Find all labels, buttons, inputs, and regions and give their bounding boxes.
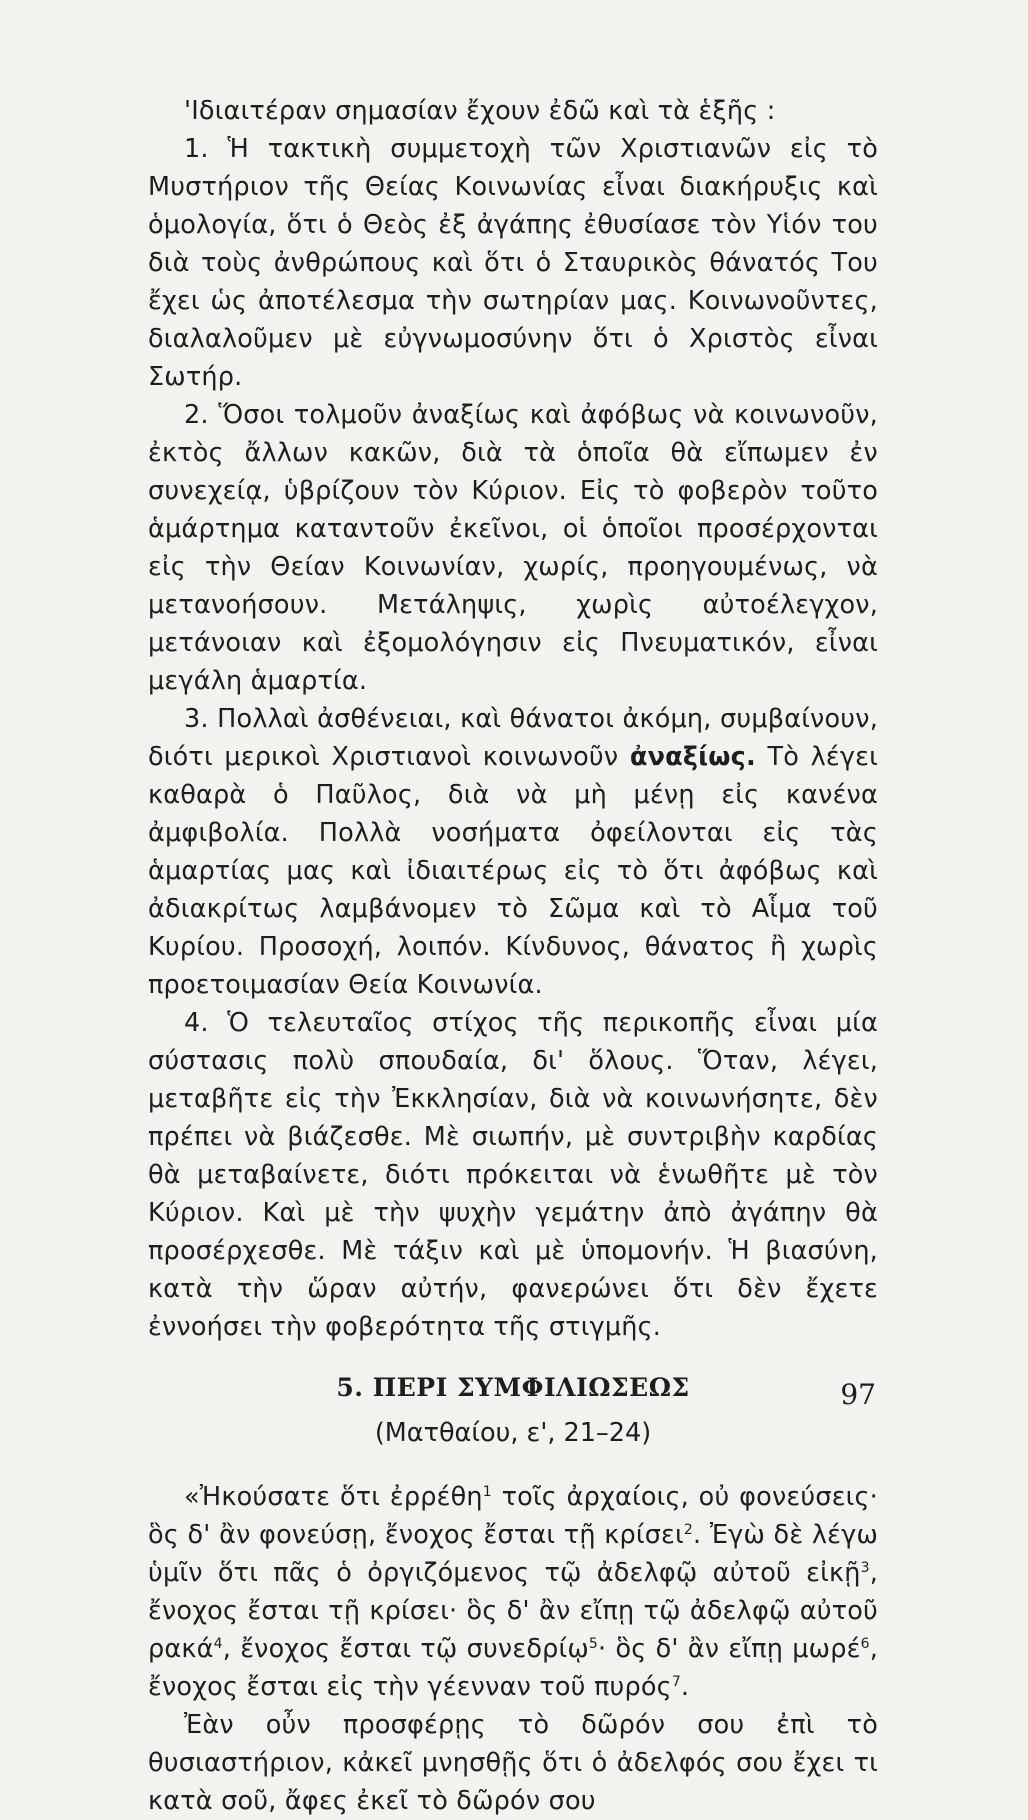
section-title: 5. ΠΕΡΙ ΣΥΜΦΙΛΙΩΣΕΩΣ <box>336 1373 690 1402</box>
point-1-paragraph: 1. Ἡ τακτικὴ συμμετοχὴ τῶν Χριστιανῶν εἰς τὸ Μυστήριον τῆς Θείας Κοινωνίας εἶναι διακήρυξις καὶ ὁμολογία, ὅτι ὁ Θεὸς ἐξ ἀγάπης ἐθυσίασε τὸν Υἱόν του διὰ τοὺς ἀνθρώπους καὶ ὅτι ὁ Σταυρικὸς θάνατός Του ἔχει ὡς ἀποτέλεσμα τὴν σωτηρίαν μας. Κοινωνοῦντες, διαλαλοῦμεν μὲ εὐγνωμοσύνην ὅτι ὁ Χριστὸς εἶναι Σωτήρ. <box>148 134 878 392</box>
point-3-paragraph: 3. Πολλαὶ ἀσθένειαι, καὶ θάνατοι ἀκόμη, συμβαίνουν, διότι μερικοὶ Χριστιανοὶ κοινωνοῦν ἀναξίως. Τὸ λέγει καθαρὰ ὁ Παῦλος, διὰ νὰ μὴ μένῃ εἰς κανένα ἀμφιβολία. Πολλὰ νοσήματα ὀφείλονται εἰς τὰς ἁμαρτίας μας καὶ ἰδιαιτέρως εἰς τὸ ὅτι ἀφόβως καὶ ἀδιακρίτως λαμβάνομεν τὸ Σῶμα καὶ τὸ Αἷμα τοῦ Κυρίου. Προσοχή, λοιπόν. Κίνδυνος, θάνατος ἢ χωρὶς προετοιμασίαν Θεία Κοινωνία. <box>148 704 878 1000</box>
footnote-marker: 1 <box>482 1484 492 1500</box>
footnote-marker: 7 <box>671 1674 681 1690</box>
point-2-paragraph: 2. Ὅσοι τολμοῦν ἀναξίως καὶ ἀφόβως νὰ κοινωνοῦν, ἐκτὸς ἄλλων κακῶν, διὰ τὰ ὁποῖα θὰ εἴπωμεν ἐν συνεχείᾳ, ὑβρίζουν τὸν Κύριον. Εἰς τὸ φοβερὸν τοῦτο ἁμάρτημα καταντοῦν ἐκεῖνοι, οἱ ὁποῖοι προσέρχονται εἰς τὴν Θείαν Κοινωνίαν, χωρίς, προηγουμένως, νὰ μετανοήσουν. Μετάληψις, χωρὶς αὐτοέλεγχον, μετάνοιαν καὶ ἐξομολόγησιν εἰς Πνευματικόν, εἶναι μεγάλη ἁμαρτία. <box>148 400 878 696</box>
page-number: 97 <box>840 1378 876 1411</box>
footnote-marker: 6 <box>860 1636 870 1652</box>
quote-continuation: Ἐὰν οὖν προσφέρῃς τὸ δῶρόν σου ἐπὶ τὸ θυσιαστήριον, κἀκεῖ μνησθῇς ὅτι ὁ ἀδελφός σου ἔχει τι κατὰ σοῦ, ἄφες ἐκεῖ τὸ δῶρόν σου <box>148 1710 878 1816</box>
footnote-marker: 3 <box>860 1560 870 1576</box>
quote-paragraph: «Ἠκούσατε ὅτι ἐρρέθη$^1$ τοῖς ἀρχαίοις, οὐ φονεύσεις· ὃς δ' ἂν φονεύσῃ, ἔνοχος ἔσται τῇ κρίσει$^2$. Ἐγὼ δὲ λέγω ὑμῖν ὅτι πᾶς ὁ ὀργιζόμενος τῷ ἀδελφῷ αὐτοῦ εἰκῇ$^3$, ἔνοχος ἔσται τῇ κρίσει· ὃς δ' ἂν εἴπῃ τῷ ἀδελφῷ αὐτοῦ ρακά$^4$, ἔνοχος ἔσται τῷ συνεδρίῳ$^5$· ὃς δ' ἂν εἴπῃ μωρέ$^6$, ἔνοχος ἔσται εἰς τὴν γέενναν τοῦ πυρός$^7$. <box>148 1482 878 1702</box>
footnote-marker: 5 <box>588 1636 599 1652</box>
footnote-marker: 2 <box>683 1522 693 1538</box>
section-reference: (Ματθαίου, ε', 21–24) <box>374 1418 652 1448</box>
point-4-paragraph: 4. Ὁ τελευταῖος στίχος τῆς περικοπῆς εἶναι μία σύστασις πολὺ σπουδαία, δι' ὅλους. Ὅταν, λέγει, μεταβῆτε εἰς τὴν Ἐκκλησίαν, διὰ νὰ κοινωνήσητε, δὲν πρέπει νὰ βιάζεσθε. Μὲ σιωπήν, μὲ συντριβὴν καρδίας θὰ μεταβαίνετε, διότι πρόκειται νὰ ἑνωθῆτε μὲ τὸν Κύριον. Καὶ μὲ τὴν ψυχὴν γεμάτην ἀπὸ ἀγάπην θὰ προσέρχεσθε. Μὲ τάξιν καὶ μὲ ὑπομονήν. Ἡ βιασύνη, κατὰ τὴν ὥραν αὐτήν, φανερώνει ὅτι δὲν ἔχετε ἐννοήσει τὴν φοβερότητα τῆς στιγμῆς. <box>148 1008 878 1342</box>
intro-paragraph: 'Ιδιαιτέραν σημασίαν ἔχουν ἐδῶ καὶ τὰ ἑξῆς : <box>184 96 776 126</box>
emphasis-word: ἀναξίως. <box>629 742 756 772</box>
footnote-marker: 4 <box>213 1636 223 1652</box>
